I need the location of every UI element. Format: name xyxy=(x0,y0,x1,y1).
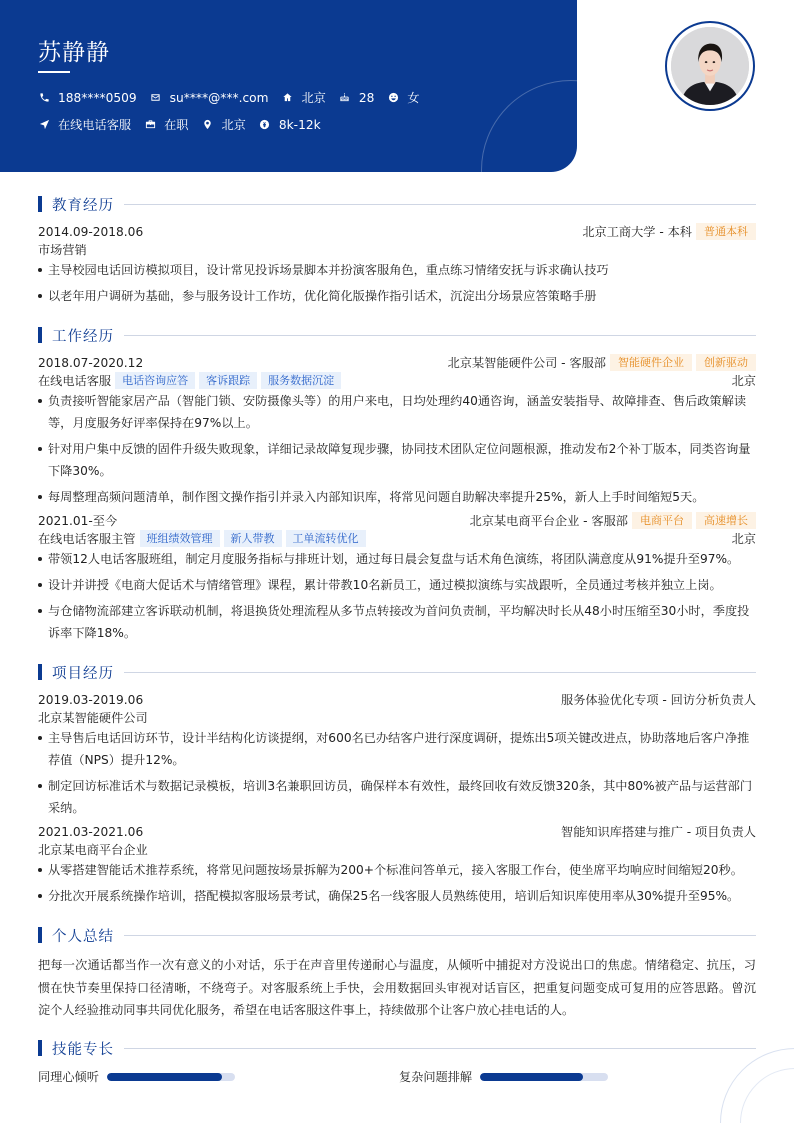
section-divider xyxy=(124,935,756,936)
project-org: 北京某智能硬件公司 xyxy=(38,711,148,725)
gender-text: 女 xyxy=(407,91,420,105)
project-header xyxy=(38,691,756,708)
company-tag: 智能硬件企业 xyxy=(610,354,692,371)
section-title-projects: 项目经历 xyxy=(52,665,114,682)
skill-item xyxy=(399,1068,608,1085)
skill-level-bar xyxy=(480,1073,608,1081)
work-city: 北京 xyxy=(731,374,756,388)
section-title-education: 教育经历 xyxy=(52,197,114,214)
decorative-circle xyxy=(481,80,577,172)
summary-text: 把每一次通话都当作一次有意义的小对话，乐于在声音里传递耐心与温度，从倾听中捕捉对方没说出口的焦虑。情绪稳定、抗压，习惯在快节奏里保持口径清晰，不绕弯子。对客服系统上手快，会用数据回头审视对话盲区，把重复问题变成可复用的应答思路。曾沉淀个人经验推动同事共同优化服务，希望在电话客服这件事上，持续做那个让客户放心挂电话的人。 xyxy=(38,958,756,1017)
avatar-photo xyxy=(671,27,749,105)
job-intent-row xyxy=(38,116,334,133)
work-company: 北京某智能硬件公司 - 客服部 xyxy=(447,356,606,370)
section-divider xyxy=(124,1048,756,1049)
section-work xyxy=(38,326,756,344)
money-icon xyxy=(259,119,271,131)
section-marker xyxy=(38,927,42,943)
work-bullet: 针对用户集中反馈的固件升级失败现象，详细记录故障复现步骤，协同技术团队定位问题根源，推动发布2个补丁版本，同类咨询量下降30%。 xyxy=(38,438,756,482)
work-bullet: 每周整理高频问题清单，制作图文操作指引并录入内部知识库，将常见问题自助解决率提升25%，新人上手时间缩短5天。 xyxy=(38,486,756,508)
project-org: 北京某电商平台企业 xyxy=(38,843,148,857)
education-date: 2014.09-2018.06 xyxy=(38,224,144,239)
work-bullet: 负责接听智能家居产品（智能门锁、安防摄像头等）的用户来电，日均处理约40通咨询，涵盖安装指导、故障排查、售后政策解读等，月度服务好评率保持在97%以上。 xyxy=(38,390,756,434)
phone-text: 188****0509 xyxy=(58,90,137,105)
project-bullet: 制定回访标准话术与数据记录模板，培训3名兼职回访员，确保样本有效性，最终回收有效反馈320条，其中80%被产品与运营部门采纳。 xyxy=(38,775,756,819)
project-date: 2021.03-2021.06 xyxy=(38,824,144,839)
location-text: 北京 xyxy=(301,91,326,105)
education-school: 北京工商大学 - 本科 xyxy=(582,225,692,239)
salary-text: 8k-12k xyxy=(278,117,321,132)
education-bullet: 以老年用户调研为基础，参与服务设计工作坊，优化简化版操作指引话术，沉淀出分场景应答策略手册 xyxy=(38,285,756,307)
skill-tag: 服务数据沉淀 xyxy=(261,372,341,389)
salary-item xyxy=(259,118,321,132)
work-bullet: 与仓储物流部建立客诉联动机制，将退换货处理流程从多节点转接改为首问负责制，平均解决时长从48小时压缩至30小时，季度投诉率下降18%。 xyxy=(38,600,756,644)
work-title-row xyxy=(38,372,756,389)
work-date: 2021.01-至今 xyxy=(38,514,118,528)
section-marker xyxy=(38,1040,42,1056)
project-date: 2019.03-2019.06 xyxy=(38,692,144,707)
project-org-row xyxy=(38,709,756,726)
project-bullet: 主导售后电话回访环节，设计半结构化访谈提纲，对600名已办结客户进行深度调研，提炼出5项关键改进点，协助落地后客户净推荐值（NPS）提升12%。 xyxy=(38,727,756,771)
avatar-frame xyxy=(665,21,755,111)
smiley-icon xyxy=(387,92,399,104)
company-tag: 高速增长 xyxy=(696,512,756,529)
education-bullet: 主导校园电话回访模拟项目，设计常见投诉场景脚本并扮演客服角色，重点练习情绪安抚与诉求确认技巧 xyxy=(38,259,756,281)
section-divider xyxy=(124,672,756,673)
gender-item xyxy=(387,89,419,106)
target-job-text: 在线电话客服 xyxy=(58,118,132,132)
map-pin-icon xyxy=(202,119,214,131)
phone-icon xyxy=(38,92,50,104)
section-marker xyxy=(38,664,42,680)
age-item xyxy=(339,91,375,105)
section-divider xyxy=(124,335,756,336)
project-name: 服务体验优化专项 - 回访分析负责人 xyxy=(561,693,756,707)
project-name: 智能知识库搭建与推广 - 项目负责人 xyxy=(561,825,756,839)
briefcase-icon xyxy=(144,119,156,131)
section-marker xyxy=(38,327,42,343)
section-summary xyxy=(38,926,756,944)
status-text: 在职 xyxy=(164,118,189,132)
section-title-skills: 技能专长 xyxy=(52,1041,114,1058)
section-education xyxy=(38,195,756,213)
home-icon xyxy=(281,92,293,104)
work-bullet: 带领12人电话客服班组，制定月度服务指标与排班计划，通过每日晨会复盘与话术角色演练，将团队满意度从91%提升至97%。 xyxy=(38,548,756,570)
target-city-text: 北京 xyxy=(221,118,246,132)
section-title-work: 工作经历 xyxy=(52,328,114,345)
work-date: 2018.07-2020.12 xyxy=(38,355,144,370)
project-bullet: 从零搭建智能话术推荐系统，将常见问题按场景拆解为200+个标准问答单元，接入客服工作台，使坐席平均响应时间缩短20秒。 xyxy=(38,859,756,881)
header-banner xyxy=(0,0,577,172)
skill-tag: 班组绩效管理 xyxy=(140,530,220,547)
candidate-name: 苏静静 xyxy=(38,40,110,66)
contact-row xyxy=(38,89,433,106)
work-title-row xyxy=(38,530,756,547)
education-header xyxy=(38,223,756,240)
name-underline xyxy=(38,71,70,73)
work-title: 在线电话客服主管 xyxy=(38,532,136,546)
mail-icon xyxy=(150,92,162,104)
skill-name: 同理心倾听 xyxy=(38,1070,99,1084)
section-projects xyxy=(38,663,756,681)
work-header xyxy=(38,354,756,371)
work-header xyxy=(38,512,756,529)
skill-tag: 客诉跟踪 xyxy=(199,372,257,389)
skill-level-fill xyxy=(480,1073,582,1081)
education-tag: 普通本科 xyxy=(696,223,756,240)
section-marker xyxy=(38,196,42,212)
email-item xyxy=(150,91,269,105)
target-city-item xyxy=(202,116,246,133)
skill-level-bar xyxy=(107,1073,235,1081)
education-major: 市场营销 xyxy=(38,243,87,257)
location-item xyxy=(281,89,325,106)
section-skills xyxy=(38,1039,756,1057)
work-title: 在线电话客服 xyxy=(38,374,112,388)
cake-icon xyxy=(339,92,351,104)
company-tag: 电商平台 xyxy=(632,512,692,529)
work-city: 北京 xyxy=(731,532,756,546)
skill-tag: 电话咨询应答 xyxy=(115,372,195,389)
project-header xyxy=(38,823,756,840)
send-icon xyxy=(38,119,50,131)
skill-level-fill xyxy=(107,1073,222,1081)
age-text: 28 xyxy=(358,90,375,105)
status-item xyxy=(144,116,188,133)
section-divider xyxy=(124,204,756,205)
work-bullet: 设计并讲授《电商大促话术与情绪管理》课程，累计带教10名新员工，通过模拟演练与实战跟听，全员通过考核并独立上岗。 xyxy=(38,574,756,596)
email-text: su****@***.com xyxy=(169,90,269,105)
avatar xyxy=(671,27,749,105)
work-company: 北京某电商平台企业 - 客服部 xyxy=(469,514,628,528)
education-major-row xyxy=(38,241,756,258)
skill-name: 复杂问题排解 xyxy=(399,1070,473,1084)
project-bullet: 分批次开展系统操作培训，搭配模拟客服场景考试，确保25名一线客服人员熟练使用，培训后知识库使用率从30%提升至95%。 xyxy=(38,885,756,907)
skill-tag: 工单流转优化 xyxy=(286,530,366,547)
skill-item xyxy=(38,1068,235,1085)
company-tag: 创新驱动 xyxy=(696,354,756,371)
project-org-row xyxy=(38,841,756,858)
skill-tag: 新人带教 xyxy=(224,530,282,547)
phone-item xyxy=(38,91,137,105)
section-title-summary: 个人总结 xyxy=(52,928,114,945)
target-job-item xyxy=(38,116,131,133)
